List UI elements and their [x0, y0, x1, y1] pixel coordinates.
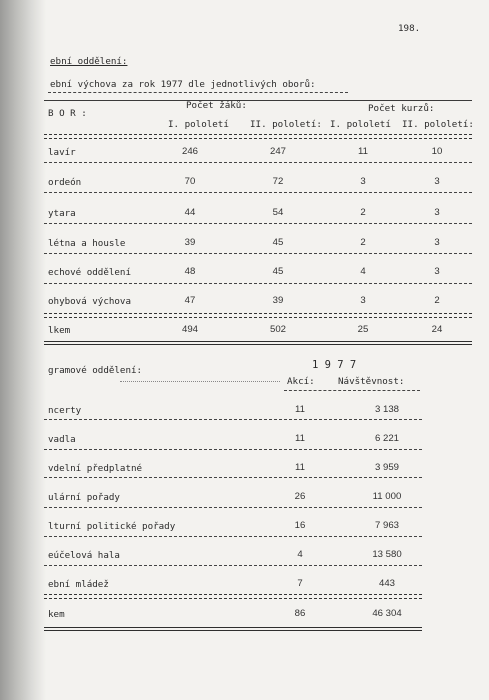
table1-top-rule [44, 100, 472, 101]
cell-kurzy-1: 4 [360, 266, 366, 277]
row-label: ulární pořady [48, 492, 120, 503]
cell-kurzy-2: 3 [434, 266, 440, 277]
cell-akci: 16 [294, 520, 306, 531]
cell-akci: 11 [295, 462, 305, 473]
cell-kurzy-2: 10 [431, 146, 443, 157]
header-navstevnost: Návštěvnost: [338, 376, 405, 387]
row-rule [44, 162, 472, 163]
row-rule [44, 507, 422, 508]
header-obor: B O R : [48, 108, 87, 119]
row-label: echové oddělení [48, 267, 131, 278]
row-rule [44, 449, 422, 450]
cell-zaci-1: 246 [181, 146, 198, 157]
row-rule [44, 419, 422, 420]
dotted-line [120, 381, 280, 382]
binding-shadow [0, 0, 46, 700]
row-label: ohybová výchova [48, 296, 131, 307]
row-label: vdelní předplatné [48, 463, 143, 474]
cell-kurzy-2: 3 [434, 207, 440, 218]
total-label: lkem [48, 325, 71, 336]
header-ii-pololeti-zaku: II. pololetí: [250, 119, 322, 130]
page-number: 198. [398, 23, 421, 34]
cell-zaci-2: 39 [272, 295, 284, 306]
row-label: lturní politické pořady [48, 521, 176, 532]
cell-zaci-2: 54 [272, 207, 284, 218]
cell-zaci-1: 44 [184, 207, 196, 218]
row-rule [44, 536, 422, 537]
row-label: vadla [48, 434, 76, 445]
cell-zaci-1: 47 [184, 295, 196, 306]
section2-title: gramové oddělení: [48, 365, 143, 376]
total-kurzy-2: 24 [431, 324, 443, 335]
section1-title: ební oddělení: [50, 56, 128, 67]
cell-akci: 4 [297, 549, 303, 560]
cell-navstevnost: 443 [378, 578, 395, 589]
table2-bottom-rule [44, 627, 422, 631]
header-i-pololeti-zaku: I. pololetí [168, 119, 229, 130]
row-rule [44, 253, 472, 254]
cell-kurzy-1: 3 [360, 176, 366, 187]
subtitle-underline [48, 92, 348, 93]
cell-zaci-2: 72 [272, 176, 284, 187]
row-label: létna a housle [48, 238, 126, 249]
cell-akci: 11 [295, 404, 305, 415]
row-rule [44, 594, 422, 599]
row-label: ordeón [48, 177, 82, 188]
row-label: lavír [48, 147, 76, 158]
cell-kurzy-1: 11 [358, 146, 368, 157]
total-zaci-1: 494 [181, 324, 198, 335]
row-rule [44, 223, 472, 224]
header-pocet-zaku: Počet žáků: [186, 100, 247, 111]
cell-kurzy-2: 3 [434, 237, 440, 248]
header-i-pololeti-kurzu: I. pololetí [330, 119, 391, 130]
cell-zaci-1: 48 [184, 266, 196, 277]
cell-kurzy-2: 2 [434, 295, 440, 306]
cell-zaci-1: 70 [184, 176, 196, 187]
total-navstevnost: 46 304 [372, 608, 402, 619]
row-label: ytara [48, 208, 76, 219]
total-kurzy-1: 25 [357, 324, 369, 335]
cell-akci: 26 [294, 491, 306, 502]
cell-kurzy-1: 2 [360, 237, 366, 248]
row-rule [44, 477, 422, 478]
section2-year: 1 9 7 7 [312, 359, 357, 371]
cell-navstevnost: 11 000 [372, 491, 402, 502]
row-label: ncerty [48, 405, 82, 416]
cell-akci: 7 [297, 578, 303, 589]
row-rule [44, 565, 422, 566]
header-underline [284, 390, 420, 391]
header-ii-pololeti-kurzu: II. pololetí: [402, 119, 474, 130]
cell-zaci-2: 45 [272, 266, 284, 277]
cell-akci: 11 [295, 433, 305, 444]
total-zaci-2: 502 [269, 324, 286, 335]
cell-kurzy-2: 3 [434, 176, 440, 187]
total-akci: 86 [294, 608, 306, 619]
header-akci: Akcí: [287, 376, 315, 387]
row-label: eúčelová hala [48, 550, 120, 561]
cell-zaci-1: 39 [184, 237, 196, 248]
cell-zaci-2: 45 [272, 237, 284, 248]
table1-header-rule [44, 134, 472, 139]
cell-zaci-2: 247 [269, 146, 286, 157]
total-label: kem [48, 609, 65, 620]
cell-kurzy-1: 2 [360, 207, 366, 218]
header-pocet-kurzu: Počet kurzů: [368, 103, 435, 114]
row-rule [44, 313, 472, 318]
row-rule [44, 192, 472, 193]
cell-kurzy-1: 3 [360, 295, 366, 306]
section-divider [44, 341, 472, 345]
section1-subtitle: ební výchova za rok 1977 dle jednotlivých oborů: [50, 79, 316, 90]
cell-navstevnost: 3 138 [374, 404, 399, 415]
cell-navstevnost: 13 580 [372, 549, 402, 560]
cell-navstevnost: 3 959 [374, 462, 399, 473]
row-rule [44, 283, 472, 284]
row-label: ební mládež [48, 579, 109, 590]
cell-navstevnost: 7 963 [374, 520, 399, 531]
cell-navstevnost: 6 221 [374, 433, 399, 444]
